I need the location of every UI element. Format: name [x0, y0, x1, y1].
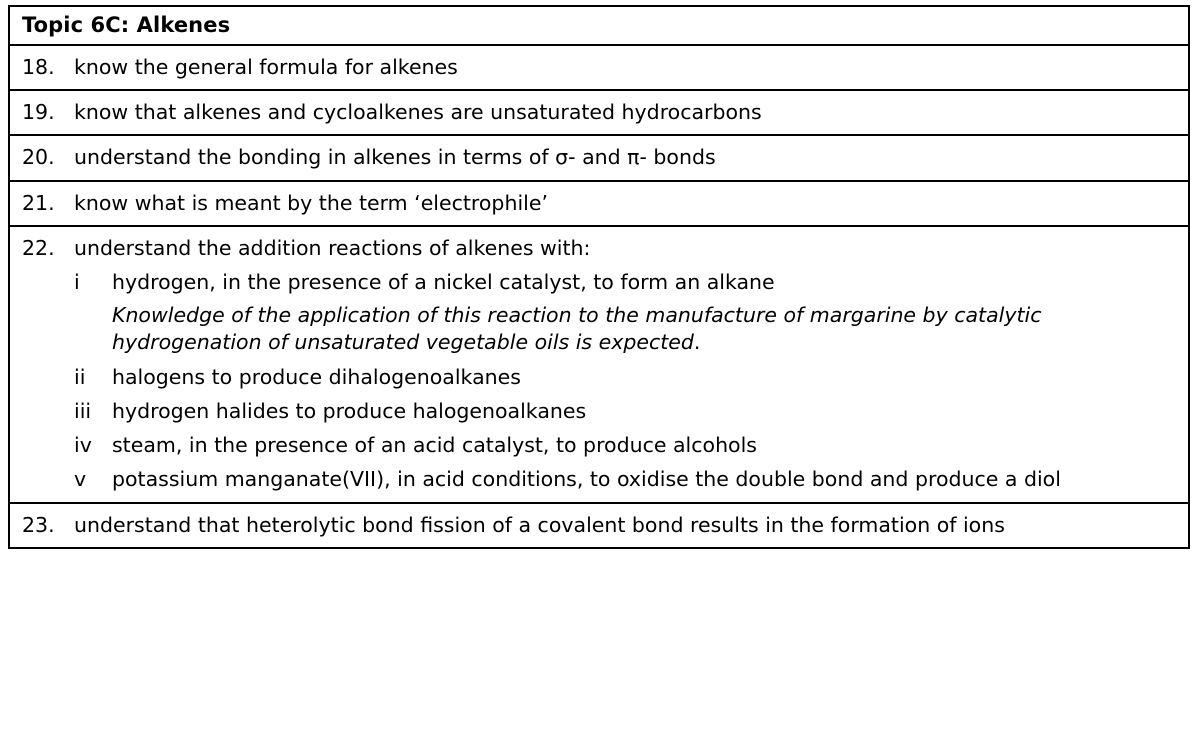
sub-item-note-suffix: .	[693, 330, 701, 355]
sub-item-text: hydrogen halides to produce halogenoalkanes	[112, 398, 587, 423]
item-body	[74, 144, 1176, 170]
sub-item-list	[74, 269, 1170, 492]
item-body	[74, 512, 1176, 538]
item-number: 23.	[22, 512, 55, 537]
sub-item-marker: ii	[74, 364, 86, 389]
item-text: understand the addition reactions of alkenes with:	[74, 235, 591, 260]
list-item	[74, 432, 1170, 458]
sub-item-body	[112, 432, 1170, 458]
table-row	[10, 504, 1188, 547]
item-text: know what is meant by the term ‘electrophile’	[74, 190, 548, 215]
table-row	[10, 46, 1188, 91]
sub-item-marker: iv	[74, 433, 92, 458]
specification-table	[8, 5, 1190, 549]
table-row	[10, 91, 1188, 136]
list-item	[74, 364, 1170, 390]
item-text: know the general formula for alkenes	[74, 55, 458, 79]
topic-title: Topic 6C: Alkenes	[22, 13, 231, 37]
table-row	[10, 227, 1188, 504]
item-text: understand that heterolytic bond fission of a covalent bond results in the formation of ions	[74, 512, 1005, 537]
list-item	[74, 466, 1170, 492]
sub-item-note-text: Knowledge of the application of this reaction to the manufacture of margarine by catalytic hydrogenation of unsaturated vegetable oils is expected	[112, 303, 1042, 355]
list-item	[74, 398, 1170, 424]
item-body	[74, 54, 1176, 80]
sub-item-body	[112, 269, 1170, 356]
item-text: understand the bonding in alkenes in terms of σ- and π- bonds	[74, 145, 716, 170]
sub-item-text: halogens to produce dihalogenoalkanes	[112, 364, 521, 389]
table-row	[10, 136, 1188, 181]
item-number: 21.	[22, 190, 55, 215]
sub-item-body	[112, 466, 1170, 492]
sub-item-marker: i	[74, 270, 80, 295]
sub-item-text: potassium manganate(VII), in acid conditions, to oxidise the double bond and produce a diol	[112, 467, 1061, 492]
item-number: 19.	[22, 100, 55, 125]
item-number: 22.	[22, 235, 55, 260]
table-row	[10, 182, 1188, 227]
sub-item-text: hydrogen, in the presence of a nickel catalyst, to form an alkane	[112, 270, 775, 295]
sub-item-marker: v	[74, 467, 87, 492]
list-item	[74, 269, 1170, 356]
item-number: 18.	[22, 55, 55, 79]
sub-item-text: steam, in the presence of an acid catalyst, to produce alcohols	[112, 433, 757, 458]
item-number: 20.	[22, 145, 55, 170]
sub-item-body	[112, 398, 1170, 424]
item-text: know that alkenes and cycloalkenes are unsaturated hydrocarbons	[74, 100, 762, 125]
item-body	[74, 99, 1176, 125]
table-header-row	[10, 7, 1188, 46]
sub-item-marker: iii	[74, 398, 92, 423]
item-body	[74, 235, 1176, 493]
sub-item-body	[112, 364, 1170, 390]
item-body	[74, 190, 1176, 216]
sub-item-note	[112, 302, 1170, 355]
